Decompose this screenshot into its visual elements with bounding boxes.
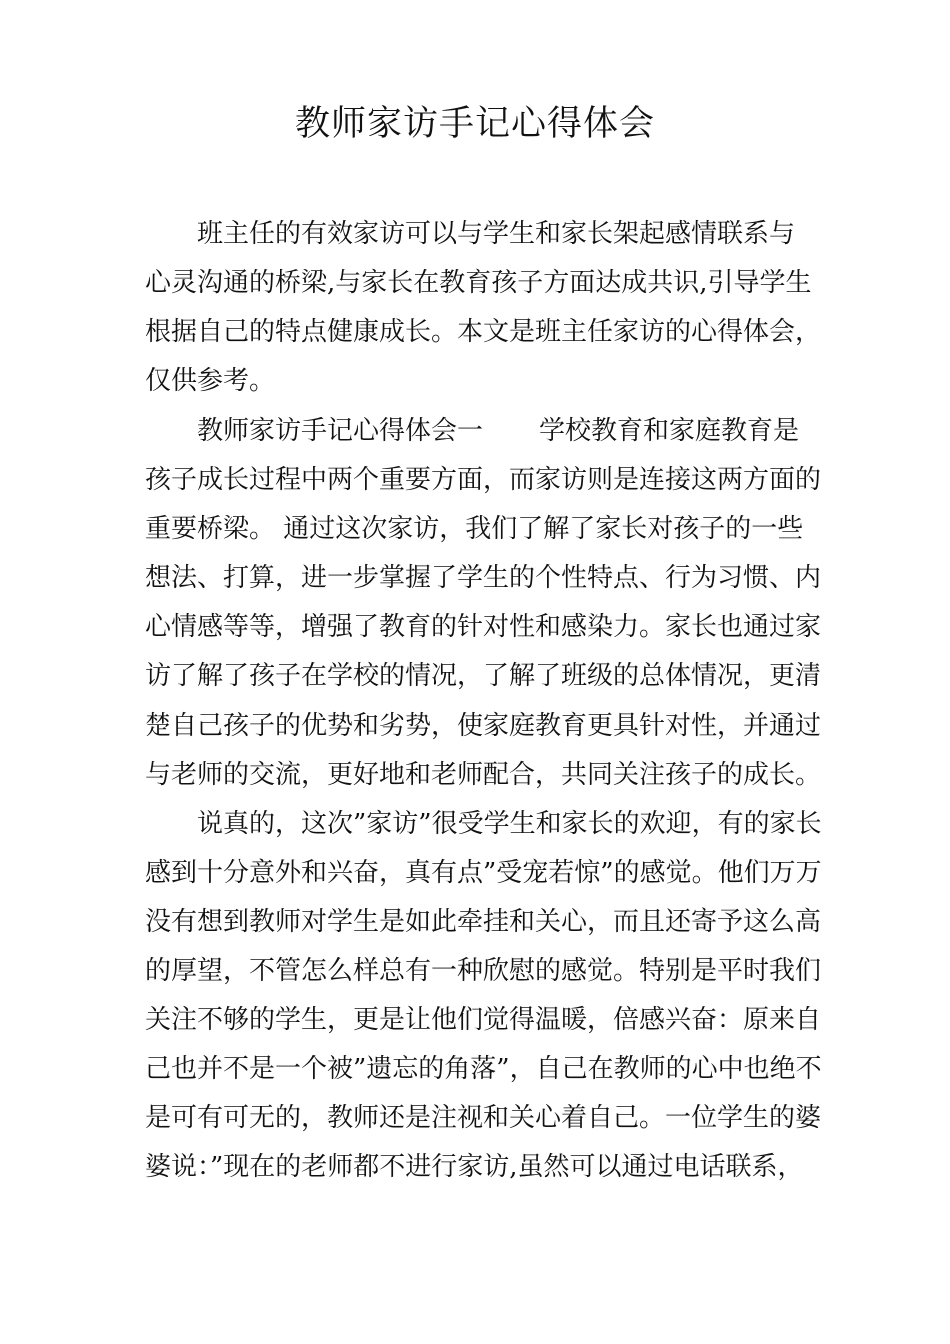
paragraph-line: 根据自己的特点健康成长。本文是班主任家访的心得体会， (145, 317, 822, 347)
paragraph-line: 与老师的交流，更好地和老师配合，共同关注孩子的成长。 (145, 760, 822, 790)
paragraph-line: 关注不够的学生，更是让他们觉得温暖，倍感兴奋：原来自 (145, 1005, 822, 1035)
section-heading: 教师家访手记心得体会一 (197, 416, 484, 446)
paragraph-line: 己也并不是一个被”遗忘的角落”，自己在教师的心中也绝不 (145, 1054, 822, 1084)
paragraph-line: 的厚望，不管怎么样总有一种欣慰的感觉。特别是平时我们 (145, 956, 822, 986)
document-title: 教师家访手记心得体会 (294, 104, 655, 144)
paragraph-start: 学校教育和家庭教育是 (539, 416, 800, 446)
paragraph-line: 重要桥梁。 通过这次家访，我们了解了家长对孩子的一些 (145, 514, 804, 544)
paragraph-line: 楚自己孩子的优势和劣势，使家庭教育更具针对性，并通过 (145, 711, 822, 741)
paragraph-line: 婆说：”现在的老师都不进行家访,虽然可以通过电话联系， (145, 1152, 804, 1182)
paragraph-line: 说真的，这次”家访”很受学生和家长的欢迎，有的家长 (197, 809, 822, 839)
paragraph-line: 仅供参考。 (145, 366, 276, 396)
paragraph-line: 班主任的有效家访可以与学生和家长架起感情联系与 (197, 219, 796, 249)
paragraph-line: 访了解了孩子在学校的情况，了解了班级的总体情况，更清 (145, 661, 822, 691)
paragraph-line: 感到十分意外和兴奋，真有点”受宠若惊”的感觉。他们万万 (145, 858, 822, 888)
section-heading-line (197, 411, 825, 451)
paragraph-line: 心灵沟通的桥梁,与家长在教育孩子方面达成共识,引导学生 (145, 268, 812, 298)
paragraph-line: 心情感等等，增强了教育的针对性和感染力。家长也通过家 (145, 612, 822, 642)
paragraph-line: 想法、打算，进一步掌握了学生的个性特点、行为习惯、内 (145, 563, 822, 593)
paragraph-line: 孩子成长过程中两个重要方面，而家访则是连接这两方面的 (145, 465, 822, 495)
paragraph-line: 是可有可无的，教师还是注视和关心着自己。一位学生的婆 (145, 1103, 822, 1133)
paragraph-line: 没有想到教师对学生是如此牵挂和关心，而且还寄予这么高 (145, 907, 822, 937)
